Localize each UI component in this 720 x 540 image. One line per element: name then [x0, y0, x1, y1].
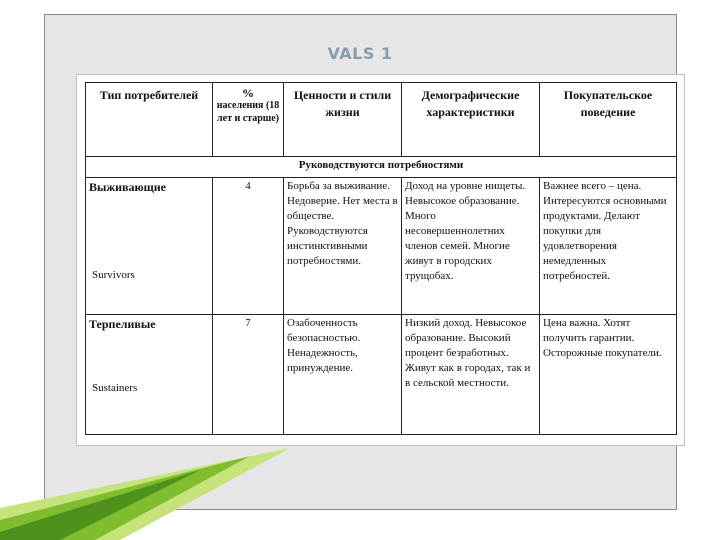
table-row: [86, 315, 677, 435]
header-type: Тип потребителей: [86, 83, 213, 157]
table-row: [86, 178, 677, 315]
header-percent-detail: населения (18 лет и старше): [216, 100, 280, 124]
header-values: Ценности и стили жизни: [284, 83, 402, 157]
type-name-ru: Выживающие: [89, 180, 167, 194]
header-percent: [213, 83, 284, 157]
type-cell: [86, 178, 213, 315]
section-label: Руководствуются потребностями: [86, 157, 677, 178]
slide-title: VALS 1: [327, 44, 393, 63]
type-name-en: Survivors: [92, 269, 135, 281]
demographics-cell: Низкий доход. Невысокое образование. Высокий процент безработных. Живут как в городах, так и в сельской местности.: [402, 315, 540, 435]
values-cell: Озабоченность безопасностью. Ненадежность, принуждение.: [284, 315, 402, 435]
type-cell: [86, 315, 213, 435]
green-corner-decoration: [0, 448, 290, 540]
header-row: [86, 83, 677, 157]
header-percent-symbol: %: [242, 86, 254, 100]
demographics-cell: Доход на уровне нищеты. Невысокое образование. Много несовершеннолетних членов семей. Многие живут в городских трущобах.: [402, 178, 540, 315]
vals-table: [85, 82, 677, 435]
type-name-en: Sustainers: [92, 382, 138, 394]
header-behavior: Покупательское поведение: [540, 83, 677, 157]
table-container: [76, 74, 685, 446]
section-row: [86, 157, 677, 178]
header-demographics: Демографические характеристики: [402, 83, 540, 157]
percent-cell: 4: [213, 178, 284, 315]
behavior-cell: Цена важна. Хотят получить гарантии. Осторожные покупатели.: [540, 315, 677, 435]
behavior-cell: Важнее всего – цена. Интересуются основными продуктами. Делают покупки для удовлетворения немедленных потребностей.: [540, 178, 677, 315]
values-cell: Борьба за выживание. Недоверие. Нет места в обществе. Руководствуются инстинктивными потребностями.: [284, 178, 402, 315]
type-name-ru: Терпеливые: [89, 317, 156, 331]
percent-cell: 7: [213, 315, 284, 435]
